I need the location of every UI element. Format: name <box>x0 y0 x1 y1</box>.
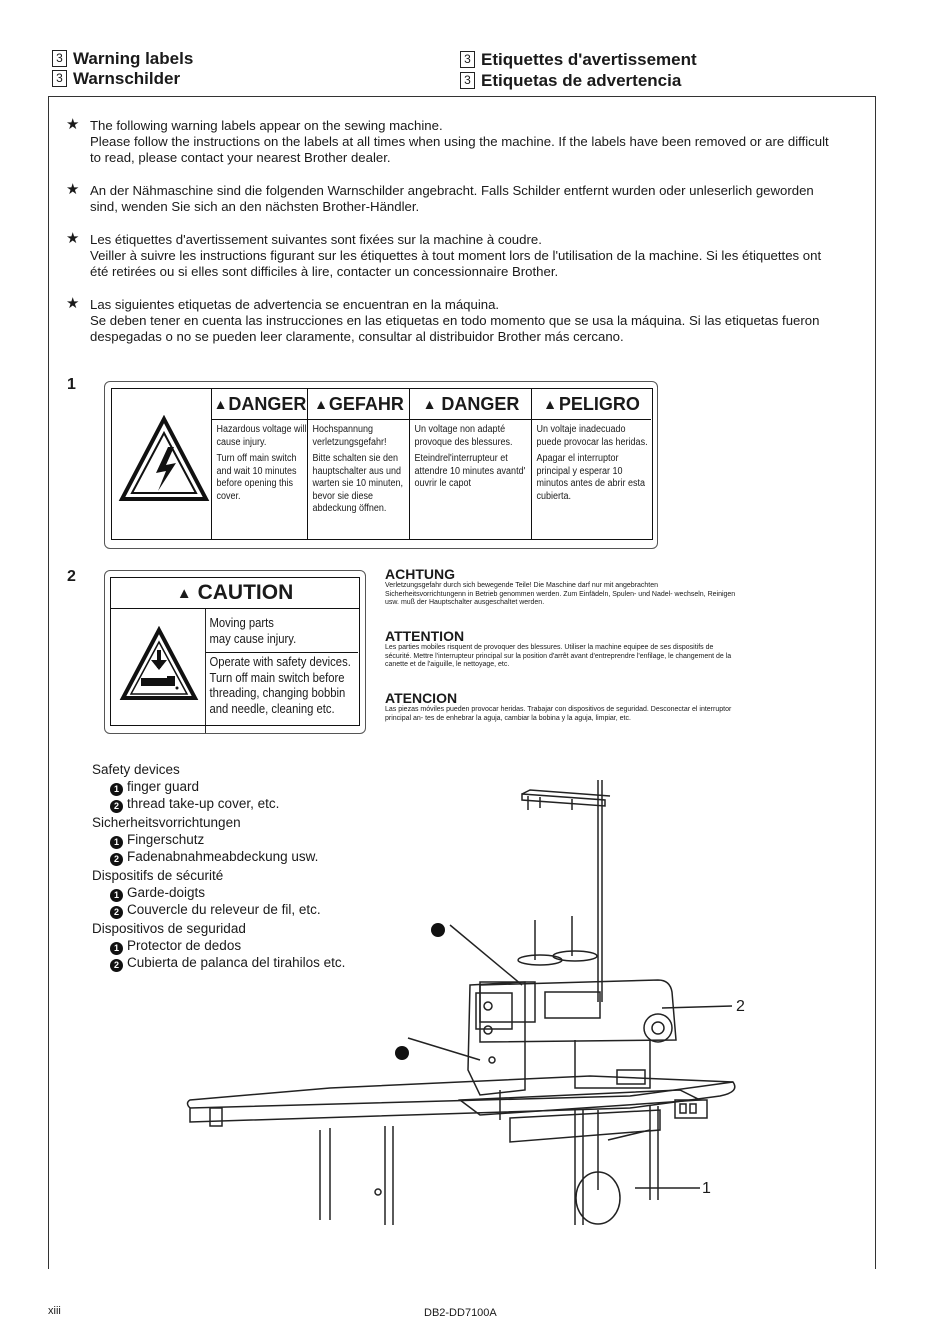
caution-line: Operate with safety devices. <box>209 655 351 669</box>
header-text: Etiquetas de advertencia <box>481 71 682 90</box>
body-line: Hochspannung verletzungsgefahr! <box>312 424 387 448</box>
header-title-de <box>52 68 180 89</box>
danger-cell-en <box>211 389 308 539</box>
section-text: Las piezas móviles pueden provocar heridas. Trabajar con dispositivos de seguridad. Desconectar el interruptor principal an- tes de enhebrar la aguja, cambiar la bobina y la aguja, limpiar, etc. <box>385 706 732 722</box>
gefahr-heading <box>308 389 410 420</box>
body-line: Apagar el interruptor principal y esperar 10 minutos antes de abrir esta cubierta. <box>536 453 646 502</box>
section-text: Verletzungsgefahr durch sich bewegende Teile! Die Maschine darf nur mit angebrachten Sicherheitsvorrichtungenn in Betrieb genommen werden. Zum Einfädeln, Spulen- und Nadel- wechseln, Reinigen usw. muß der Hauptschalter ausgeschaltet werden. <box>385 582 736 606</box>
warning-triangle-icon: ▲ <box>422 396 437 412</box>
number-bullet: 1 <box>110 836 123 849</box>
document-code: DB2-DD7100A <box>424 1307 497 1319</box>
number-bullet: 2 <box>110 906 123 919</box>
star-bullet: ★ <box>66 230 80 247</box>
intro-paragraph-fr <box>66 232 836 280</box>
intro-paragraph-en <box>66 118 836 166</box>
warning-triangle-icon: ▲ <box>176 584 192 602</box>
intro-paragraph-de <box>66 183 836 215</box>
caution-line: and needle, cleaning etc. <box>209 701 335 716</box>
heading-text: GEFAHR <box>328 393 404 414</box>
achtung-section <box>385 566 740 608</box>
body-line: Turn off main switch and wait 10 minutes before opening this cover. <box>216 453 297 502</box>
caution-line: may cause injury. <box>209 631 297 646</box>
callout-one: 1 <box>702 1180 711 1197</box>
atencion-section <box>385 690 740 723</box>
label-number: 1 <box>67 376 76 393</box>
body-line: Bitte schalten sie den hauptschalter aus und warten sie 10 minuten, bevor sie diese abdeckung öffnen. <box>312 453 404 514</box>
number-bullet: 1 <box>110 942 123 955</box>
danger-heading <box>212 389 308 420</box>
item-text: Garde-doigts <box>127 884 206 900</box>
attention-section <box>385 628 740 670</box>
section-text: Les parties mobiles risquent de provoquer des blessures. Utiliser la machine equipee de ses dispositifs de sécurité. Mettre l'interrupteur principal sur la position d'arrêt avant d'entreprendre l'enfilage, le changement de la canette et de l'aiguille, le nettoyage, etc. <box>385 644 732 668</box>
section-number: 3 <box>460 51 475 68</box>
header-text: Etiquettes d'avertissement <box>481 50 697 69</box>
danger-cell-fr <box>409 389 532 539</box>
section-title: ACHTUNG <box>385 566 455 582</box>
body-line: Un voltaje inadecuado puede provocar las heridas. <box>536 424 648 448</box>
list-title: Dispositivos de seguridad <box>92 921 246 936</box>
item-text: Couvercle du releveur de fil, etc. <box>127 901 321 917</box>
peligro-heading <box>532 389 651 420</box>
body-line: Un voltage non adapté provoque des blessures. <box>414 424 513 448</box>
caution-line: threading, changing bobbin <box>209 686 346 700</box>
caution-line: Moving parts <box>209 616 274 630</box>
section-number: 3 <box>460 72 475 89</box>
number-bullet: 1 <box>110 889 123 902</box>
number-bullet: 1 <box>110 783 123 796</box>
number-bullet: 2 <box>110 853 123 866</box>
danger-body <box>410 420 538 499</box>
page-number: xiii <box>48 1305 61 1317</box>
label-number: 2 <box>67 568 76 585</box>
caution-heading <box>111 578 359 609</box>
divider <box>206 652 358 653</box>
section-title: ATENCION <box>385 690 458 706</box>
list-title: Safety devices <box>92 762 180 777</box>
item-text: Cubierta de palanca del tirahilos etc. <box>127 954 346 970</box>
item-text: finger guard <box>127 778 200 794</box>
intro-paragraph-es <box>66 297 836 345</box>
star-bullet: ★ <box>66 181 80 198</box>
item-text: Fadenabnahmeabdeckung usw. <box>127 848 319 864</box>
item-text: thread take-up cover, etc. <box>127 795 280 811</box>
list-title: Sicherheitsvorrichtungen <box>92 815 241 830</box>
danger-heading <box>410 389 532 420</box>
number-bullet: 2 <box>110 959 123 972</box>
header-text: Warnschilder <box>73 69 181 88</box>
heading-text: DANGER <box>441 393 520 414</box>
sewing-machine-illustration <box>180 770 760 1240</box>
gefahr-body <box>308 420 416 524</box>
body-line: Hazardous voltage will cause injury. <box>216 424 307 448</box>
item-text: Fingerschutz <box>127 831 205 847</box>
paragraph-text: An der Nähmaschine sind die folgenden Warnschilder angebracht. Falls Schilder entfernt wurden oder unleserlich geworden sind, wenden Sie sich an den nächsten Brother-Händler. <box>90 183 814 214</box>
heading-text: DANGER <box>228 393 307 414</box>
moving-parts-hand-icon <box>119 626 199 702</box>
heading-text: CAUTION <box>197 581 294 604</box>
header-title-es <box>460 70 681 91</box>
heading-text: PELIGRO <box>558 393 640 414</box>
caution-label-inner <box>110 577 360 726</box>
caution-line: Turn off main switch before <box>209 670 345 685</box>
peligro-cell-es <box>531 389 651 539</box>
danger-body <box>212 420 314 511</box>
star-bullet: ★ <box>66 295 80 312</box>
high-voltage-icon <box>118 415 210 503</box>
paragraph-text: Les étiquettes d'avertissement suivantes sont fixées sur la machine à coudre. Veiller à suivre les instructions figurant sur les étiquettes à tout moment lors de l'utilisation de la machine. Si les étiquettes ont été retirées ou si elles sont difficiles à lire, contacter un concessionnaire Brother. <box>90 232 822 279</box>
warning-triangle-icon: ▲ <box>213 396 228 412</box>
section-number: 3 <box>52 50 67 67</box>
number-bullet: 2 <box>110 800 123 813</box>
warning-triangle-icon: ▲ <box>314 396 328 412</box>
list-title: Dispositifs de sécurité <box>92 868 224 883</box>
header-text: Warning labels <box>73 49 194 68</box>
header-title-fr <box>460 49 697 70</box>
section-title: ATTENTION <box>385 628 465 644</box>
star-bullet: ★ <box>66 116 80 133</box>
callout-two: 2 <box>736 998 745 1015</box>
caution-body <box>205 608 358 733</box>
warning-triangle-icon: ▲ <box>543 396 557 412</box>
header-title-en <box>52 48 193 69</box>
body-line: Eteindrel'interrupteur et attendre 10 minutes avantd' ouvrir le capot <box>414 453 526 489</box>
paragraph-text: The following warning labels appear on the sewing machine. Please follow the instructions on the labels at all times when using the machine. If the labels have been removed or are difficult to read, please contact your nearest Brother dealer. <box>90 118 829 165</box>
peligro-body <box>532 420 657 511</box>
item-text: Protector de dedos <box>127 937 242 953</box>
section-number: 3 <box>52 70 67 87</box>
gefahr-cell-de <box>307 389 410 539</box>
danger-label-inner <box>111 388 653 540</box>
caution-label <box>104 570 366 734</box>
danger-label <box>104 381 658 549</box>
paragraph-text: Las siguientes etiquetas de advertencia se encuentran en la máquina. Se deben tener en cuenta las instrucciones en las etiquetas en todo momento que se usa la máquina. Si las etiquetas fueron despegadas o no se pueden leer claramente, consultar al distribuidor Brother más cercano. <box>90 297 820 344</box>
